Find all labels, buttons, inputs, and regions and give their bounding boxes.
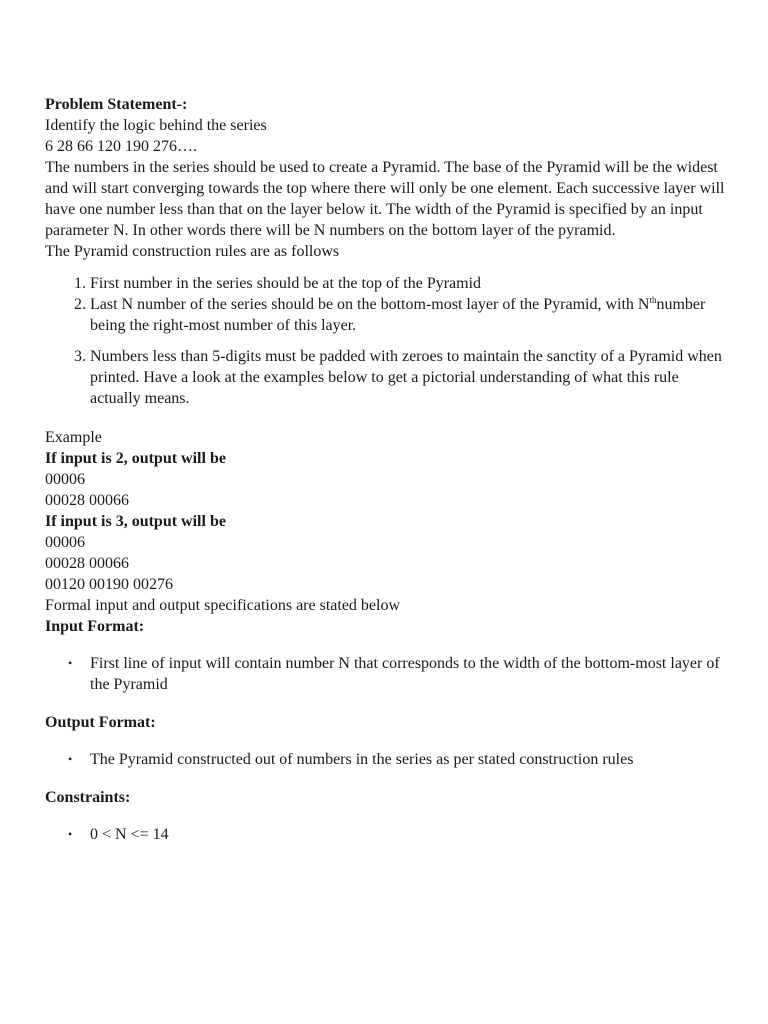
case2-output-line-1: 00006 [45,534,85,551]
bullet-icon: • [68,827,73,841]
formal-note: Formal input and output specifications are stated below [45,597,401,614]
example-label: Example [45,429,102,446]
problem-heading: Problem Statement-: [45,96,188,113]
rule-item-1 [90,273,728,294]
output-format-list [45,749,728,770]
output-format-text: The Pyramid constructed out of numbers in the series as per stated construction rules [90,751,634,768]
rule-2-text-after: number being the right-most number of this layer. [90,296,706,334]
input-format-list [45,653,728,695]
example-section [45,427,728,616]
input-format-heading: Input Format: [45,618,145,635]
output-format-item [68,749,728,770]
rule-3-text: Numbers less than 5-digits must be padded with zeroes to maintain the sanctity of a Pyramid when printed. Have a look at the examples below to get a pictorial understanding of what this rule actually means. [90,348,722,407]
rule-2-superscript: th [649,295,657,305]
rules-list [45,273,728,409]
case1-output-line-1: 00006 [45,471,85,488]
constraints-heading: Constraints: [45,789,131,806]
rule-item-2 [90,294,728,336]
bullet-icon: • [68,752,73,766]
case2-heading: If input is 3, output will be [45,513,226,530]
output-format-heading: Output Format: [45,714,156,731]
case2-output-line-2: 00028 00066 [45,555,129,572]
rule-2-text-before: Last N number of the series should be on the bottom-most layer of the Pyramid, with N [90,296,650,313]
identify-line: Identify the logic behind the series [45,117,267,134]
constraints-list [45,824,728,845]
case1-output-line-2: 00028 00066 [45,492,129,509]
input-format-text: First line of input will contain number N that corresponds to the width of the bottom-most layer of the Pyramid [90,655,720,693]
case2-output-line-3: 00120 00190 00276 [45,576,173,593]
input-format-item [68,653,728,695]
constraints-item [68,824,728,845]
case1-heading: If input is 2, output will be [45,450,226,467]
bullet-icon: • [68,656,73,670]
constraints-text: 0 < N <= 14 [90,826,169,843]
rule-item-3 [90,346,728,409]
rule-1-text: First number in the series should be at the top of the Pyramid [90,275,482,292]
series-line: 6 28 66 120 190 276…. [45,138,197,155]
problem-description: The numbers in the series should be used to create a Pyramid. The base of the Pyramid will be the widest and will start converging towards the top where there will only be one element. Each successive layer will have one number less than that on the layer below it. The width of the Pyramid is specified by an input parameter N. In other words there will be N numbers on the bottom layer of the pyramid. [45,159,725,239]
rules-intro: The Pyramid construction rules are as follows [45,243,340,260]
